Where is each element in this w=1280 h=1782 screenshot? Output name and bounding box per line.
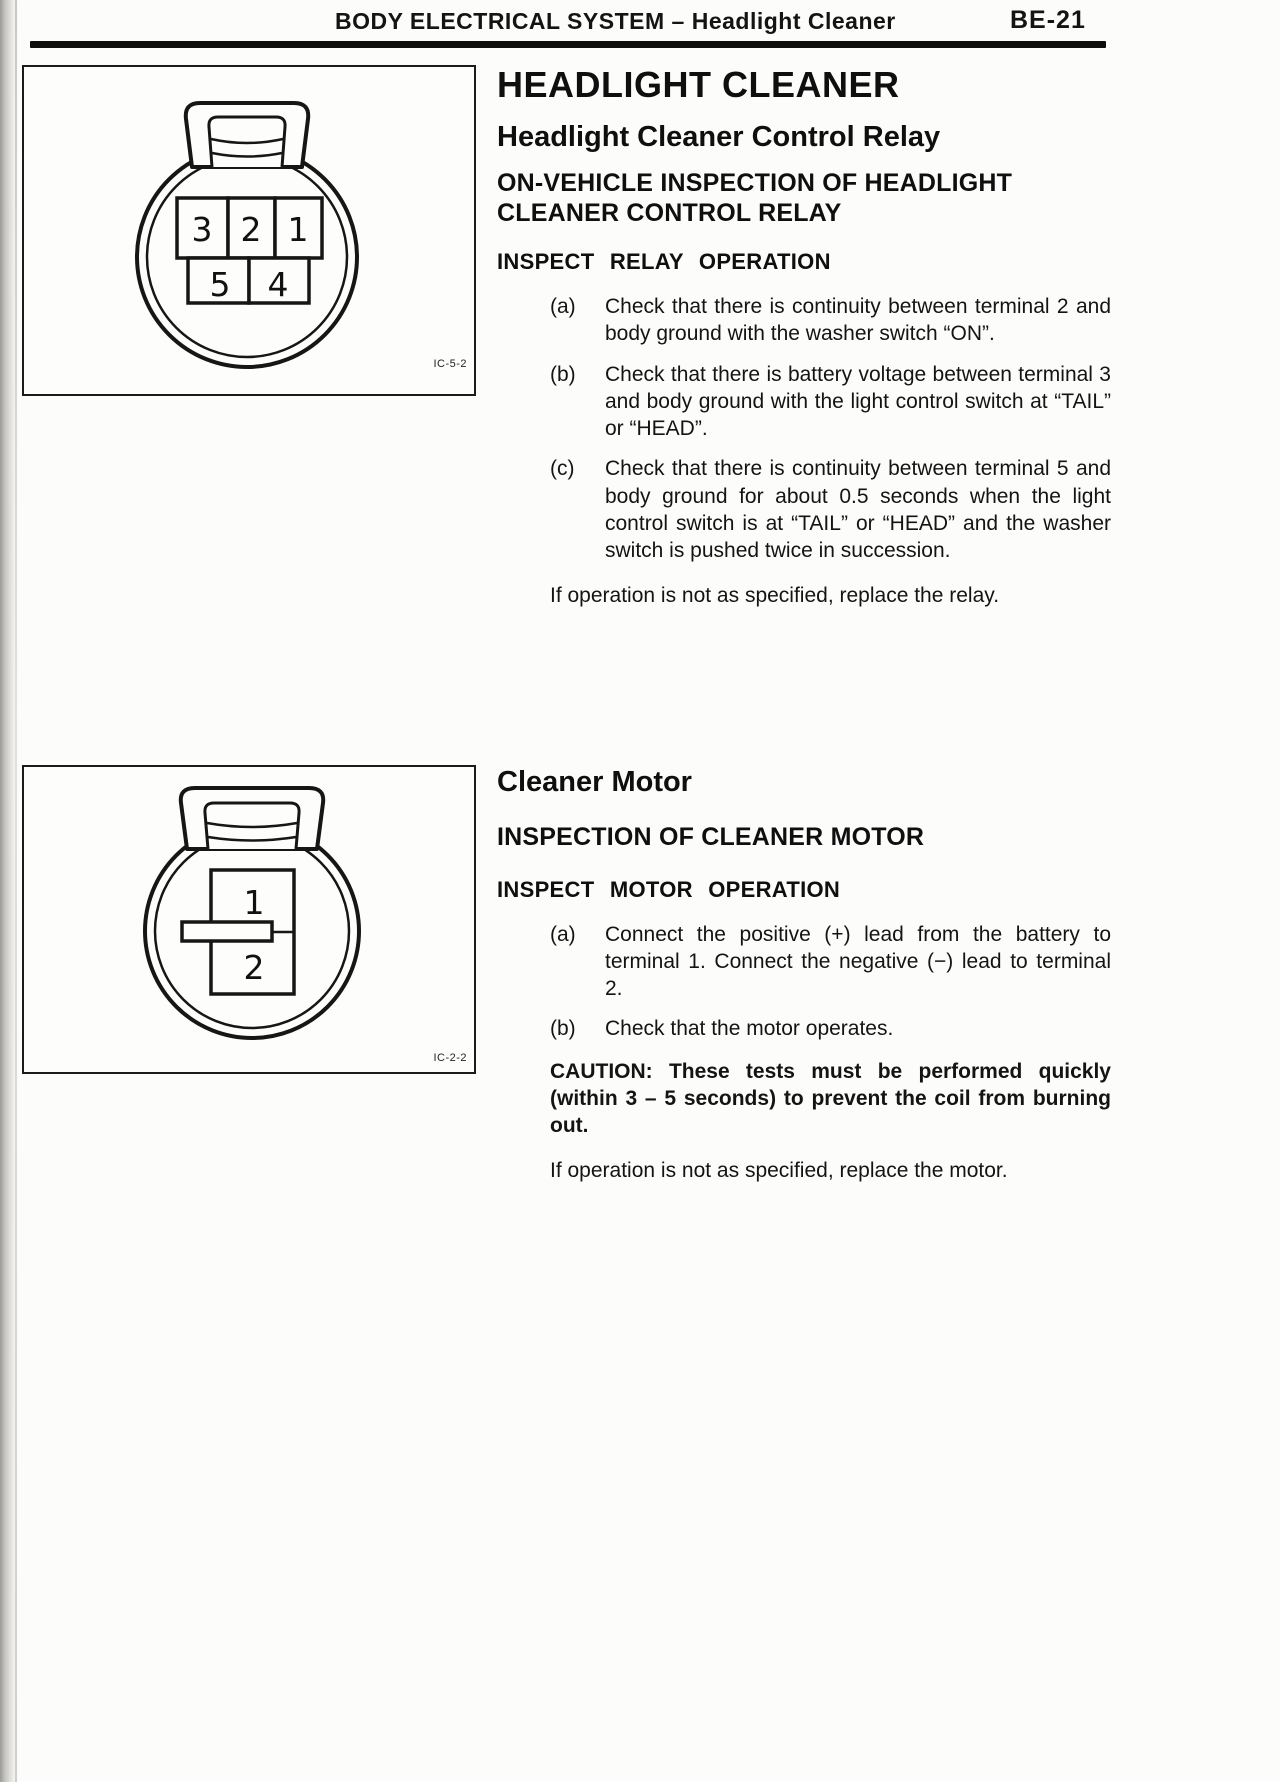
step-label: (a) bbox=[550, 922, 576, 946]
connector-key-tab bbox=[182, 922, 272, 941]
step-text: Connect the positive (+) lead from the battery to terminal 1. Connect the negative (−) lead to terminal 2. bbox=[605, 922, 1111, 1001]
inspection-heading: ON-VEHICLE INSPECTION OF HEADLIGHT CLEANER CONTROL RELAY bbox=[497, 169, 1013, 227]
step-label: (a) bbox=[550, 295, 576, 318]
replace-note: If operation is not as specified, replace the relay. bbox=[550, 583, 1000, 607]
caution-text: CAUTION: These tests must be performed quickly (within 3 – 5 seconds) to prevent the coil from burning out. bbox=[550, 1059, 1111, 1138]
pin-label-3: 3 bbox=[191, 210, 213, 249]
pin-label-2: 2 bbox=[240, 210, 262, 249]
page-header-title: BODY ELECTRICAL SYSTEM – Headlight Cleaner bbox=[335, 8, 896, 34]
procedure-title: INSPECT MOTOR OPERATION bbox=[497, 876, 841, 902]
pin-label-4: 4 bbox=[267, 265, 289, 304]
inspection-heading: INSPECTION OF CLEANER MOTOR bbox=[497, 823, 925, 851]
step-label: (b) bbox=[550, 1017, 576, 1041]
motor-connector-diagram bbox=[24, 767, 474, 1072]
pin-label-5: 5 bbox=[209, 265, 231, 304]
step-label: (b) bbox=[550, 362, 576, 386]
header-rule bbox=[30, 41, 1106, 48]
pin-label-1: 1 bbox=[287, 210, 309, 249]
step-b bbox=[550, 1015, 1111, 1042]
step-c bbox=[550, 455, 1111, 564]
relay-connector-figure bbox=[22, 65, 476, 396]
motor-section bbox=[497, 766, 1111, 1184]
step-text: Check that there is continuity between terminal 5 and body ground for about 0.5 seconds when the light control switch is at “TAIL” or “HEAD” and the washer switch is pushed twice in succession. bbox=[605, 457, 1111, 563]
procedure-steps bbox=[550, 921, 1111, 1043]
relay-section bbox=[497, 64, 1111, 609]
page-number: BE-21 bbox=[1010, 6, 1086, 34]
section-title: HEADLIGHT CLEANER bbox=[497, 64, 900, 105]
pin-label-2: 2 bbox=[243, 948, 265, 987]
step-label: (c) bbox=[550, 457, 575, 481]
section-subtitle: Headlight Cleaner Control Relay bbox=[497, 121, 941, 153]
replace-note: If operation is not as specified, replace the motor. bbox=[550, 1158, 1008, 1182]
relay-connector-diagram bbox=[24, 67, 474, 394]
pin-label-1: 1 bbox=[243, 883, 265, 922]
procedure-steps bbox=[550, 293, 1111, 565]
section-title: Cleaner Motor bbox=[497, 766, 692, 798]
motor-connector-figure bbox=[22, 765, 476, 1074]
step-text: Check that there is battery voltage between terminal 3 and body ground with the light control switch at “TAIL” or “HEAD”. bbox=[605, 362, 1111, 441]
step-a bbox=[550, 921, 1111, 1003]
step-b bbox=[550, 361, 1111, 443]
step-text: Check that there is continuity between terminal 2 and body ground with the washer switch “ON”. bbox=[605, 295, 1111, 346]
step-text: Check that the motor operates. bbox=[605, 1017, 894, 1041]
step-a bbox=[550, 293, 1111, 348]
figure-code-label: IC-5-2 bbox=[433, 358, 467, 370]
scan-gutter-line bbox=[15, 0, 17, 1782]
figure-code-label: IC-2-2 bbox=[433, 1052, 467, 1064]
procedure-title: INSPECT RELAY OPERATION bbox=[497, 249, 831, 274]
